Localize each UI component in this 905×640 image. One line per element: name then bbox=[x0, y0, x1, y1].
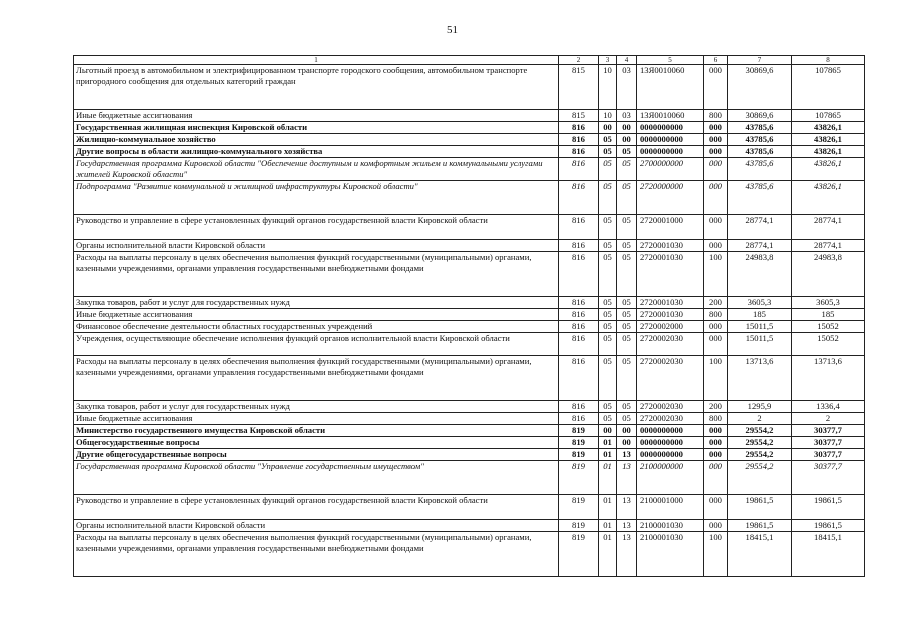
target-article-cell: 2100001030 bbox=[637, 532, 704, 577]
target-article-cell: 2720001030 bbox=[637, 252, 704, 297]
target-article-cell: 2720001030 bbox=[637, 309, 704, 321]
column-header-4: 4 bbox=[617, 56, 637, 65]
expense-name-cell: Иные бюджетные ассигнования bbox=[74, 309, 559, 321]
amount-year2-cell: 13713,6 bbox=[792, 356, 865, 401]
amount-year1-cell: 13713,6 bbox=[728, 356, 792, 401]
table-row bbox=[74, 321, 865, 333]
target-article-cell: 0000000000 bbox=[637, 449, 704, 461]
subsection-code-cell: 03 bbox=[617, 110, 637, 122]
amount-year2-cell: 185 bbox=[792, 309, 865, 321]
section-code-cell: 05 bbox=[599, 309, 617, 321]
amount-year1-cell: 185 bbox=[728, 309, 792, 321]
ministry-code-cell: 819 bbox=[559, 437, 599, 449]
amount-year1-cell: 2 bbox=[728, 413, 792, 425]
amount-year1-cell: 29554,2 bbox=[728, 425, 792, 437]
table-row bbox=[74, 356, 865, 401]
amount-year2-cell: 28774,1 bbox=[792, 240, 865, 252]
expense-type-cell: 800 bbox=[704, 413, 728, 425]
subsection-code-cell: 00 bbox=[617, 122, 637, 134]
expense-name-cell: Общегосударственные вопросы bbox=[74, 437, 559, 449]
table-row bbox=[74, 252, 865, 297]
amount-year1-cell: 24983,8 bbox=[728, 252, 792, 297]
expense-type-cell: 000 bbox=[704, 333, 728, 356]
amount-year2-cell: 15052 bbox=[792, 321, 865, 333]
table-body bbox=[74, 56, 865, 577]
amount-year1-cell: 43785,6 bbox=[728, 134, 792, 146]
ministry-code-cell: 819 bbox=[559, 532, 599, 577]
ministry-code-cell: 816 bbox=[559, 134, 599, 146]
target-article-cell: 2720002030 bbox=[637, 333, 704, 356]
target-article-cell: 2720001030 bbox=[637, 297, 704, 309]
amount-year2-cell: 43826,1 bbox=[792, 146, 865, 158]
column-header-1: 1 bbox=[74, 56, 559, 65]
expense-type-cell: 000 bbox=[704, 520, 728, 532]
amount-year2-cell: 30377,7 bbox=[792, 461, 865, 495]
section-code-cell: 10 bbox=[599, 110, 617, 122]
ministry-code-cell: 816 bbox=[559, 252, 599, 297]
amount-year1-cell: 30869,6 bbox=[728, 65, 792, 110]
target-article-cell: 0000000000 bbox=[637, 134, 704, 146]
section-code-cell: 05 bbox=[599, 181, 617, 215]
subsection-code-cell: 05 bbox=[617, 240, 637, 252]
expense-type-cell: 800 bbox=[704, 110, 728, 122]
target-article-cell: 2100001030 bbox=[637, 520, 704, 532]
amount-year1-cell: 43785,6 bbox=[728, 181, 792, 215]
expense-name-cell: Государственная жилищная инспекция Кировской области bbox=[74, 122, 559, 134]
section-code-cell: 05 bbox=[599, 134, 617, 146]
table-row bbox=[74, 146, 865, 158]
ministry-code-cell: 819 bbox=[559, 461, 599, 495]
amount-year2-cell: 2 bbox=[792, 413, 865, 425]
subsection-code-cell: 05 bbox=[617, 215, 637, 240]
target-article-cell: 13Я0010060 bbox=[637, 65, 704, 110]
section-code-cell: 05 bbox=[599, 240, 617, 252]
section-code-cell: 05 bbox=[599, 321, 617, 333]
table-row bbox=[74, 134, 865, 146]
expense-name-cell: Закупка товаров, работ и услуг для государственных нужд bbox=[74, 297, 559, 309]
table-row bbox=[74, 425, 865, 437]
target-article-cell: 0000000000 bbox=[637, 122, 704, 134]
amount-year1-cell: 3605,3 bbox=[728, 297, 792, 309]
ministry-code-cell: 816 bbox=[559, 321, 599, 333]
table-row bbox=[74, 122, 865, 134]
amount-year2-cell: 1336,4 bbox=[792, 401, 865, 413]
amount-year1-cell: 19861,5 bbox=[728, 520, 792, 532]
expense-name-cell: Жилищно-коммунальное хозяйство bbox=[74, 134, 559, 146]
amount-year2-cell: 28774,1 bbox=[792, 215, 865, 240]
expense-name-cell: Подпрограмма "Развитие коммунальной и жилищной инфраструктуры Кировской области" bbox=[74, 181, 559, 215]
expense-type-cell: 000 bbox=[704, 437, 728, 449]
amount-year2-cell: 18415,1 bbox=[792, 532, 865, 577]
target-article-cell: 13Я0010060 bbox=[637, 110, 704, 122]
subsection-code-cell: 05 bbox=[617, 181, 637, 215]
target-article-cell: 0000000000 bbox=[637, 437, 704, 449]
section-code-cell: 01 bbox=[599, 461, 617, 495]
target-article-cell: 2720001030 bbox=[637, 240, 704, 252]
table-row bbox=[74, 437, 865, 449]
target-article-cell: 2720001000 bbox=[637, 215, 704, 240]
expense-name-cell: Министерство государственного имущества Кировской области bbox=[74, 425, 559, 437]
column-header-7: 7 bbox=[728, 56, 792, 65]
expense-type-cell: 800 bbox=[704, 309, 728, 321]
amount-year2-cell: 30377,7 bbox=[792, 449, 865, 461]
section-code-cell: 05 bbox=[599, 356, 617, 401]
subsection-code-cell: 13 bbox=[617, 495, 637, 520]
ministry-code-cell: 815 bbox=[559, 110, 599, 122]
subsection-code-cell: 05 bbox=[617, 252, 637, 297]
amount-year2-cell: 19861,5 bbox=[792, 495, 865, 520]
amount-year1-cell: 29554,2 bbox=[728, 437, 792, 449]
table-row bbox=[74, 65, 865, 110]
expense-type-cell: 000 bbox=[704, 158, 728, 181]
target-article-cell: 0000000000 bbox=[637, 146, 704, 158]
expense-name-cell: Государственная программа Кировской области "Обеспечение доступным и комфортным жильем и коммунальными услугами жителей Кировской области" bbox=[74, 158, 559, 181]
ministry-code-cell: 816 bbox=[559, 333, 599, 356]
expense-type-cell: 000 bbox=[704, 134, 728, 146]
ministry-code-cell: 816 bbox=[559, 297, 599, 309]
column-header-8: 8 bbox=[792, 56, 865, 65]
target-article-cell: 2720002030 bbox=[637, 356, 704, 401]
expense-type-cell: 000 bbox=[704, 181, 728, 215]
section-code-cell: 05 bbox=[599, 215, 617, 240]
budget-table bbox=[73, 55, 865, 577]
subsection-code-cell: 05 bbox=[617, 146, 637, 158]
target-article-cell: 2100001000 bbox=[637, 495, 704, 520]
expense-name-cell: Учреждения, осуществляющие обеспечение исполнения функций органов исполнительной власти Кировской области bbox=[74, 333, 559, 356]
ministry-code-cell: 816 bbox=[559, 413, 599, 425]
expense-name-cell: Иные бюджетные ассигнования bbox=[74, 413, 559, 425]
ministry-code-cell: 816 bbox=[559, 146, 599, 158]
ministry-code-cell: 816 bbox=[559, 181, 599, 215]
ministry-code-cell: 816 bbox=[559, 122, 599, 134]
amount-year2-cell: 43826,1 bbox=[792, 158, 865, 181]
table-row bbox=[74, 158, 865, 181]
expense-name-cell: Органы исполнительной власти Кировской области bbox=[74, 240, 559, 252]
amount-year1-cell: 15011,5 bbox=[728, 333, 792, 356]
subsection-code-cell: 05 bbox=[617, 309, 637, 321]
section-code-cell: 00 bbox=[599, 425, 617, 437]
section-code-cell: 05 bbox=[599, 158, 617, 181]
amount-year1-cell: 28774,1 bbox=[728, 240, 792, 252]
section-code-cell: 01 bbox=[599, 520, 617, 532]
target-article-cell: 2100000000 bbox=[637, 461, 704, 495]
section-code-cell: 01 bbox=[599, 449, 617, 461]
subsection-code-cell: 13 bbox=[617, 449, 637, 461]
column-header-3: 3 bbox=[599, 56, 617, 65]
table-row bbox=[74, 520, 865, 532]
subsection-code-cell: 05 bbox=[617, 356, 637, 401]
expense-name-cell: Другие вопросы в области жилищно-коммунального хозяйства bbox=[74, 146, 559, 158]
subsection-code-cell: 05 bbox=[617, 333, 637, 356]
amount-year2-cell: 107865 bbox=[792, 110, 865, 122]
target-article-cell: 2700000000 bbox=[637, 158, 704, 181]
amount-year1-cell: 30869,6 bbox=[728, 110, 792, 122]
subsection-code-cell: 05 bbox=[617, 321, 637, 333]
subsection-code-cell: 00 bbox=[617, 437, 637, 449]
expense-type-cell: 000 bbox=[704, 425, 728, 437]
column-header-6: 6 bbox=[704, 56, 728, 65]
amount-year1-cell: 29554,2 bbox=[728, 461, 792, 495]
ministry-code-cell: 819 bbox=[559, 425, 599, 437]
table-row bbox=[74, 495, 865, 520]
section-code-cell: 05 bbox=[599, 413, 617, 425]
amount-year2-cell: 3605,3 bbox=[792, 297, 865, 309]
subsection-code-cell: 00 bbox=[617, 134, 637, 146]
amount-year2-cell: 43826,1 bbox=[792, 134, 865, 146]
section-code-cell: 05 bbox=[599, 297, 617, 309]
expense-type-cell: 000 bbox=[704, 215, 728, 240]
expense-type-cell: 100 bbox=[704, 532, 728, 577]
table-row bbox=[74, 532, 865, 577]
amount-year2-cell: 19861,5 bbox=[792, 520, 865, 532]
section-code-cell: 01 bbox=[599, 495, 617, 520]
expense-name-cell: Расходы на выплаты персоналу в целях обеспечения выполнения функций государственными (муниципальными) органами, казенными учреждениями, органами управления государственными внебюджетными фондами bbox=[74, 252, 559, 297]
expense-name-cell: Расходы на выплаты персоналу в целях обеспечения выполнения функций государственными (муниципальными) органами, казенными учреждениями, органами управления государственными внебюджетными фондами bbox=[74, 356, 559, 401]
subsection-code-cell: 00 bbox=[617, 425, 637, 437]
amount-year2-cell: 30377,7 bbox=[792, 437, 865, 449]
ministry-code-cell: 816 bbox=[559, 356, 599, 401]
target-article-cell: 2720000000 bbox=[637, 181, 704, 215]
expense-type-cell: 000 bbox=[704, 495, 728, 520]
section-code-cell: 05 bbox=[599, 333, 617, 356]
expense-type-cell: 000 bbox=[704, 461, 728, 495]
amount-year2-cell: 24983,8 bbox=[792, 252, 865, 297]
expense-type-cell: 000 bbox=[704, 449, 728, 461]
subsection-code-cell: 13 bbox=[617, 461, 637, 495]
section-code-cell: 01 bbox=[599, 532, 617, 577]
ministry-code-cell: 816 bbox=[559, 158, 599, 181]
section-code-cell: 00 bbox=[599, 122, 617, 134]
subsection-code-cell: 05 bbox=[617, 401, 637, 413]
expense-name-cell: Иные бюджетные ассигнования bbox=[74, 110, 559, 122]
table-row bbox=[74, 333, 865, 356]
table-row bbox=[74, 215, 865, 240]
expense-name-cell: Органы исполнительной власти Кировской области bbox=[74, 520, 559, 532]
expense-type-cell: 000 bbox=[704, 321, 728, 333]
ministry-code-cell: 816 bbox=[559, 309, 599, 321]
amount-year1-cell: 43785,6 bbox=[728, 158, 792, 181]
amount-year2-cell: 107865 bbox=[792, 65, 865, 110]
amount-year1-cell: 28774,1 bbox=[728, 215, 792, 240]
amount-year1-cell: 19861,5 bbox=[728, 495, 792, 520]
expense-type-cell: 000 bbox=[704, 122, 728, 134]
ministry-code-cell: 816 bbox=[559, 401, 599, 413]
table-row bbox=[74, 461, 865, 495]
expense-name-cell: Государственная программа Кировской области "Управление государственным имуществом" bbox=[74, 461, 559, 495]
expense-type-cell: 200 bbox=[704, 297, 728, 309]
subsection-code-cell: 13 bbox=[617, 532, 637, 577]
subsection-code-cell: 05 bbox=[617, 158, 637, 181]
expense-name-cell: Руководство и управление в сфере установленных функций органов государственной власти Кировской области bbox=[74, 495, 559, 520]
target-article-cell: 2720002030 bbox=[637, 413, 704, 425]
section-code-cell: 01 bbox=[599, 437, 617, 449]
ministry-code-cell: 816 bbox=[559, 215, 599, 240]
section-code-cell: 05 bbox=[599, 252, 617, 297]
expense-name-cell: Закупка товаров, работ и услуг для государственных нужд bbox=[74, 401, 559, 413]
table-row bbox=[74, 181, 865, 215]
expense-name-cell: Финансовое обеспечение деятельности областных государственных учреждений bbox=[74, 321, 559, 333]
target-article-cell: 2720002030 bbox=[637, 401, 704, 413]
expense-type-cell: 000 bbox=[704, 240, 728, 252]
expense-name-cell: Расходы на выплаты персоналу в целях обеспечения выполнения функций государственными (муниципальными) органами, казенными учреждениями, органами управления государственными внебюджетными фондами bbox=[74, 532, 559, 577]
table-row bbox=[74, 240, 865, 252]
expense-type-cell: 100 bbox=[704, 252, 728, 297]
table-row bbox=[74, 297, 865, 309]
amount-year1-cell: 43785,6 bbox=[728, 122, 792, 134]
section-code-cell: 05 bbox=[599, 401, 617, 413]
expense-type-cell: 100 bbox=[704, 356, 728, 401]
ministry-code-cell: 819 bbox=[559, 449, 599, 461]
amount-year1-cell: 1295,9 bbox=[728, 401, 792, 413]
amount-year2-cell: 43826,1 bbox=[792, 181, 865, 215]
target-article-cell: 2720002000 bbox=[637, 321, 704, 333]
expense-type-cell: 200 bbox=[704, 401, 728, 413]
table-row bbox=[74, 309, 865, 321]
table-row bbox=[74, 449, 865, 461]
amount-year1-cell: 43785,6 bbox=[728, 146, 792, 158]
subsection-code-cell: 03 bbox=[617, 65, 637, 110]
table-row bbox=[74, 110, 865, 122]
column-number-row bbox=[74, 56, 865, 65]
amount-year2-cell: 30377,7 bbox=[792, 425, 865, 437]
expense-name-cell: Другие общегосударственные вопросы bbox=[74, 449, 559, 461]
page-number: 51 bbox=[447, 24, 458, 36]
column-header-2: 2 bbox=[559, 56, 599, 65]
section-code-cell: 05 bbox=[599, 146, 617, 158]
expense-type-cell: 000 bbox=[704, 146, 728, 158]
expense-name-cell: Льготный проезд в автомобильном и электрифицированном транспорте городского сообщения, автомобильном транспорте пригородного сообщения для отдельных категорий граждан bbox=[74, 65, 559, 110]
ministry-code-cell: 815 bbox=[559, 65, 599, 110]
amount-year2-cell: 15052 bbox=[792, 333, 865, 356]
ministry-code-cell: 816 bbox=[559, 240, 599, 252]
subsection-code-cell: 05 bbox=[617, 413, 637, 425]
subsection-code-cell: 05 bbox=[617, 297, 637, 309]
amount-year2-cell: 43826,1 bbox=[792, 122, 865, 134]
ministry-code-cell: 819 bbox=[559, 520, 599, 532]
amount-year1-cell: 15011,5 bbox=[728, 321, 792, 333]
column-header-5: 5 bbox=[637, 56, 704, 65]
section-code-cell: 10 bbox=[599, 65, 617, 110]
table-row bbox=[74, 401, 865, 413]
ministry-code-cell: 819 bbox=[559, 495, 599, 520]
expense-name-cell: Руководство и управление в сфере установленных функций органов государственной власти Кировской области bbox=[74, 215, 559, 240]
table-row bbox=[74, 413, 865, 425]
amount-year1-cell: 29554,2 bbox=[728, 449, 792, 461]
subsection-code-cell: 13 bbox=[617, 520, 637, 532]
amount-year1-cell: 18415,1 bbox=[728, 532, 792, 577]
expense-type-cell: 000 bbox=[704, 65, 728, 110]
target-article-cell: 0000000000 bbox=[637, 425, 704, 437]
